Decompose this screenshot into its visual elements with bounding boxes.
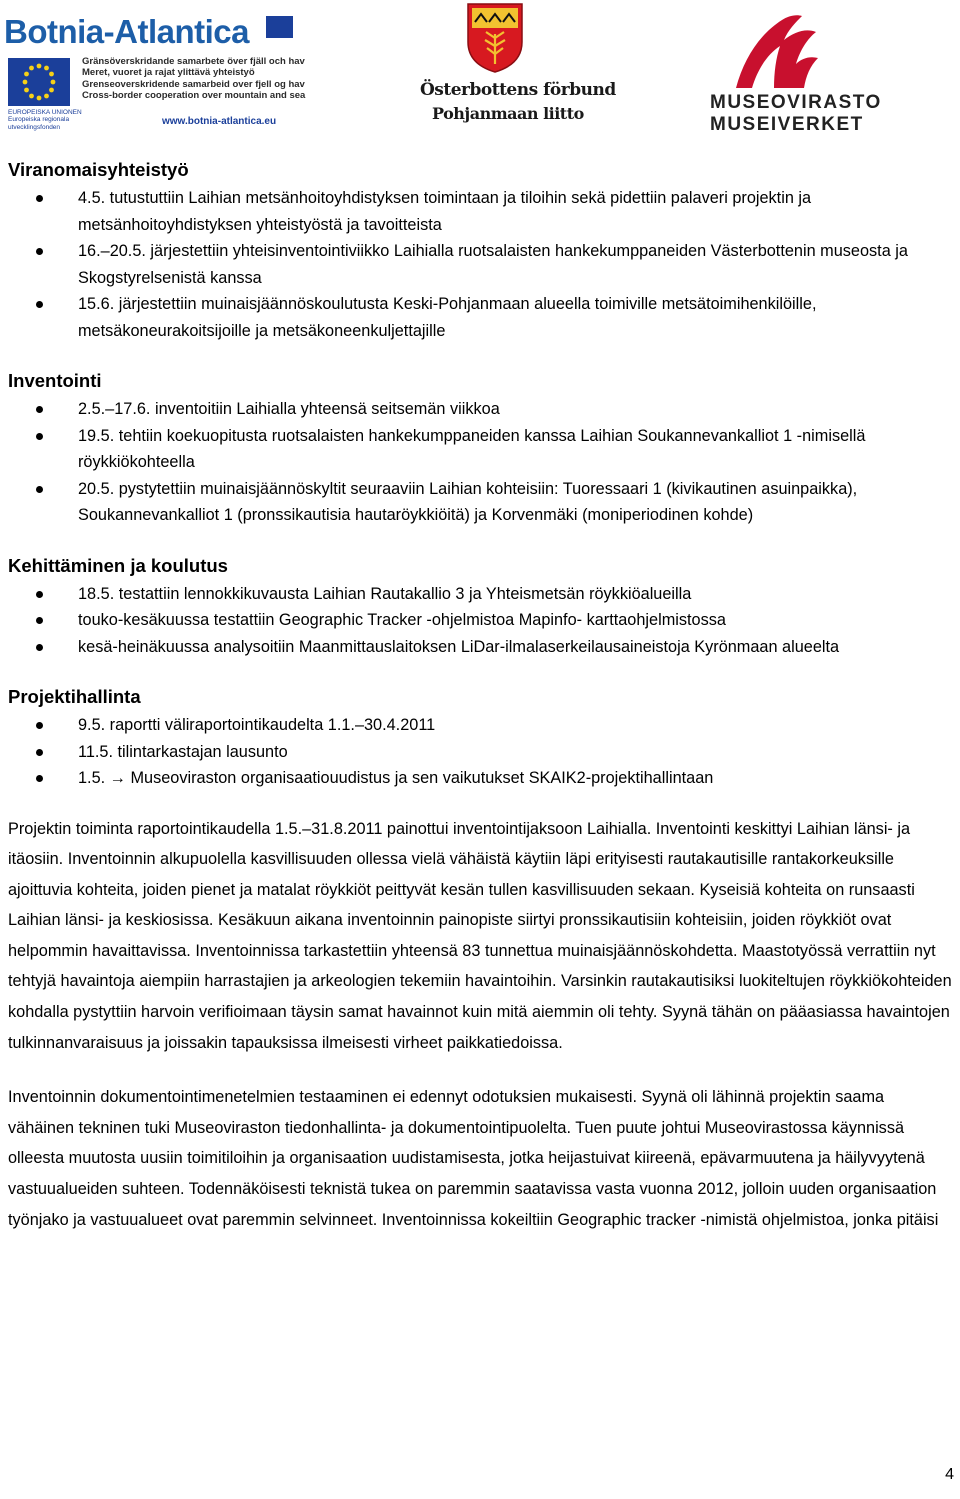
botnia-atlantica-wordmark: Botnia-Atlantica bbox=[4, 13, 250, 50]
section-heading-viranomaisyhteistyo: Viranomaisyhteistyö bbox=[8, 159, 189, 180]
section-heading-inventointi: Inventointi bbox=[8, 370, 102, 391]
page-number: 4 bbox=[945, 1466, 954, 1483]
list-item: 1.5. → Museoviraston organisaatiouudistus ja sen vaikutukset SKAIK2-projektihallintaan bbox=[8, 765, 952, 792]
paragraph-dokumentointi: Inventoinnin dokumentointimenetelmien testaaminen ei edennyt odotuksien mukaisesti. Syynä oli lähinnä projektin saama vähäinen tekninen tuki Museoviraston tiedonhallinta- ja dokumentointipuolelta. Tuen puute johtui Museovirastossa käynnissä olleesta muutosta uusiin toimitiloihin ja organisaation uudistamisesta, jotka heijastuivat kiireenä, epävarmuutena ja häilyvyytenä vastuualueiden suhteen. Todennäköisesti teknistä tukea on paremmin saatavissa vasta vuonna 2012, jolloin uuden organisaation työnjako ja vastuualueet ovat paremmin selvinneet. Inventoinnissa kokeiltiin Geographic tracker -nimistä ohjelmistoa, jonka pitäisi bbox=[8, 1088, 939, 1229]
museiverket-name: MUSEIVERKET bbox=[710, 114, 864, 135]
slogan-finnish: Meret, vuoret ja rajat ylittävä yhteistyö bbox=[82, 67, 255, 79]
viranomaisyhteistyo-list bbox=[8, 185, 952, 344]
museovirasto-name: MUSEOVIRASTO bbox=[710, 92, 882, 113]
section-heading-kehittaminen: Kehittäminen ja koulutus bbox=[8, 554, 228, 576]
osterbotten-name-finnish: Pohjanmaan liitto bbox=[432, 104, 584, 123]
botnia-url: www.botnia-atlantica.eu bbox=[162, 116, 277, 127]
list-item: 20.5. pystytettiin muinaisjäännöskyltit seuraaviin Laihian kohteisiin: Tuoressaari 1 (kivikautinen asuinpaikka), Soukannevankalliot 1 (pronssikautisia hautaröykkiöitä) ja Korvenmäki (moniperiodinen kohde) bbox=[8, 476, 952, 529]
list-item: 2.5.–17.6. inventoitiin Laihialla yhteensä seitsemän viikkoa bbox=[8, 396, 952, 423]
list-item: 4.5. tutustuttiin Laihian metsänhoitoyhdistyksen toimintaan ja tiloihin sekä pidettiin palaveri projektin ja metsänhoitoyhdistyksen yhteistyöstä ja tavoitteista bbox=[8, 185, 952, 238]
list-item: 19.5. tehtiin koekuopitusta ruotsalaisten hankekumppaneiden kanssa Laihian Soukannevankalliot 1 -nimisellä röykkiökohteella bbox=[8, 423, 952, 476]
list-item: 18.5. testattiin lennokkikuvausta Laihian Rautakallio 3 ja Yhteismetsän röykkiöalueilla bbox=[8, 581, 952, 608]
inventointi-list bbox=[8, 396, 952, 529]
list-item: 11.5. tilintarkastajan lausunto bbox=[8, 739, 952, 766]
list-item: 16.–20.5. järjestettiin yhteisinventointiviikko Laihialla ruotsalaisten hankekumppaneiden Västerbottenin museosta ja Skogstyrelsenistä kanssa bbox=[8, 238, 952, 291]
coat-of-arms-icon bbox=[466, 2, 524, 74]
list-item: touko-kesäkuussa testattiin Geographic Tracker -ohjelmistoa Mapinfo- karttaohjelmistossa bbox=[8, 607, 952, 634]
list-item: 9.5. raportti väliraportointikaudelta 1.1.–30.4.2011 bbox=[8, 712, 952, 739]
slogan-norwegian: Grenseoverskridende samarbeid over fjell og hav bbox=[82, 78, 305, 90]
section-heading-projektihallinta: Projektihallinta bbox=[8, 686, 141, 707]
botnia-atlantica-logo bbox=[4, 12, 306, 132]
museovirasto-logo bbox=[706, 10, 906, 138]
list-item: kesä-heinäkuussa analysoitiin Maanmittauslaitoksen LiDar-ilmalaserkeilausaineistoja Kyrönmaan alueelta bbox=[8, 634, 952, 661]
museovirasto-mark-icon bbox=[730, 10, 830, 90]
osterbottens-forbund-logo bbox=[420, 0, 616, 135]
eu-label-line: Europeiska regionala bbox=[8, 116, 70, 124]
eu-fund-label bbox=[8, 109, 82, 131]
eu-stars-icon bbox=[8, 58, 70, 106]
eu-label-line: utvecklingsfonden bbox=[8, 123, 61, 131]
kehittaminen-list bbox=[8, 581, 952, 661]
botnia-slogans bbox=[82, 56, 305, 102]
eu-label-line: EUROPEISKA UNIONEN bbox=[8, 109, 82, 116]
document-body bbox=[8, 155, 952, 1259]
slogan-english: Cross-border cooperation over mountain and sea bbox=[82, 90, 306, 102]
eu-flag-small-icon bbox=[266, 16, 293, 38]
projektihallinta-list bbox=[8, 712, 952, 792]
osterbotten-name-swedish: Österbottens förbund bbox=[420, 80, 616, 100]
slogan-swedish: Gränsöverskridande samarbete över fjäll och hav bbox=[82, 56, 305, 67]
paragraph-inventointi-summary: Projektin toiminta raportointikaudella 1.5.–31.8.2011 painottui inventointijaksoon Laihialla. Inventointi keskittyi Laihian länsi- ja itäosiin. Inventoinnin alkupuolella kasvillisuuden ollessa vielä vähäistä käytiin läpi erityisesti rautakautisille rantakorkeuksille ajoittuvia kohteita, joiden pienet ja matalat röykkiöt peittyvät kesän tullen kasvillisuuden sekaan. Kyseisiä kohteita on runsaasti Laihian länsi- ja keskiosissa. Kesäkuun aikana inventoinnin painopiste siirtyi pronssikautisiin kohteisiin, joiden röykkiöt ovat helpommin havaittavissa. Inventoinnissa tarkastettiin yhteensä 83 tunnettua muinaisjäännöskohdetta. Maastotyössä verrattiin nyt tehtyjä havaintoja aiempiin harrastajien ja arkeologien tekemiin havaintoihin. Varsinkin rautakautisiksi luokiteltujen röykkiökohteiden kohdalla pystyttiin harvoin verifioimaan täysin samat havainnot kuin mitä aiemmin oli tehty. Syynä tähän on pääasiassa havaintojen tulkinnanvaraisuus ja joissakin tapauksissa ilmeisesti virheet paikkatiedoissa. bbox=[8, 819, 952, 1052]
list-item: 15.6. järjestettiin muinaisjäännöskoulutusta Keski-Pohjanmaan alueella toimiville metsätoimihenkilöille, metsäkoneurakoitsijoille ja metsäkoneenkuljettajille bbox=[8, 291, 952, 344]
